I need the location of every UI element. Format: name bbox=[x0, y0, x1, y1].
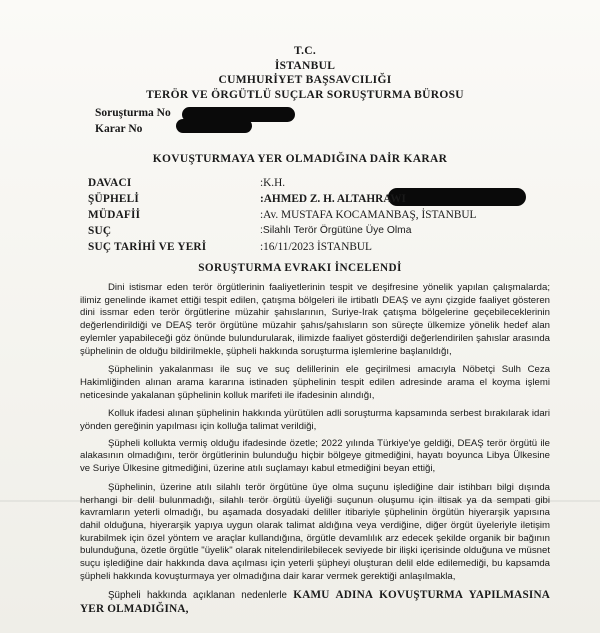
parties-table bbox=[88, 175, 476, 255]
party-value: :AHMED Z. H. ALTAHRAWI bbox=[260, 193, 406, 205]
party-value: :K.H. bbox=[260, 177, 286, 189]
body-paragraph: Şüpheli kollukta vermiş olduğu ifadesinde özetle; 2022 yılında Türkiye'ye geldiği, DEAŞ terör örgütü ile alakasının olmadığını, terör örgütlerinin bulunduğu hiçbir bölgeye gitmediğini, hayatı boyunca Libya Ülkesine ve Suriye Ülkesine gitmediğini, üzerine atılı suçlamayı kabul etmediğini beyan ettiği, bbox=[80, 437, 550, 475]
party-value: :Silahlı Terör Örgütüne Üye Olma bbox=[260, 225, 412, 236]
body-paragraph: Kolluk ifadesi alınan şüphelinin hakkında yürütülen adli soruşturma kapsamında serbest bırakılarak idari yönden gereğinin yapılması için kolluğa talimat verildiği, bbox=[80, 408, 550, 433]
party-value: :Av. MUSTAFA KOCAMANBAŞ, İSTANBUL bbox=[260, 209, 477, 221]
party-label: DAVACI bbox=[88, 177, 132, 189]
reference-numbers bbox=[95, 105, 171, 137]
redaction-mark bbox=[176, 119, 252, 133]
party-label: ŞÜPHELİ bbox=[88, 193, 139, 205]
header-line-tc: T.C. bbox=[293, 45, 317, 57]
conclusion-lead: Şüpheli hakkında açıklanan nedenlerle bbox=[108, 590, 294, 602]
party-row bbox=[88, 239, 476, 255]
decision-body bbox=[80, 282, 550, 623]
conclusion-emphasis: KAMU ADINA KOVUŞTURMA YAPILMASINA YER OLMADIĞINA, bbox=[80, 589, 550, 616]
party-row bbox=[88, 175, 476, 191]
body-paragraph: Şüphelinin, üzerine atılı silahlı terör örgütüne üye olma suçunu işlediğine dair istihbarı bilgi dışında herhangi bir delil bulunmadığı, silahlı terör örgütü üyeliği suçunun oluşumu için iltisak ya da sempati gibi kavramların yeterli olmadığı, bu aşamada dosyadaki deliller itibariyle şüphelinin örgütün hiyerarşik yapısına dahil olduğuna, hiyerarşik yapıya uygun olarak talimat aldığına veya verdiğine, diğer örgüt üyeleriyle iletişim kurabilmek için özel yöntem ve araçlar kullandığına, örgütle devamlılık arz edecek şekilde organik bir bağının bulunduğuna, özetle örgütle "üyelik" olarak nitelendirilebilecek seviyede bir ilişki içerisinde olduğuna ve müsnet suçu işlediğine dair hakkında dava açılması için yeterli şüpheyi oluşturan delil elde edilemediği, bu kapsamda şüpheli hakkında kovuşturmaya yer olmadığına dair karar vermek gerektiği anlaşılmakla, bbox=[80, 481, 550, 582]
party-label: MÜDAFİİ bbox=[88, 209, 141, 221]
party-label: SUÇ TARİHİ VE YERİ bbox=[88, 241, 207, 253]
document-header bbox=[0, 44, 600, 102]
party-row bbox=[88, 207, 476, 223]
party-label: SUÇ bbox=[88, 225, 112, 237]
conclusion-paragraph bbox=[80, 589, 550, 616]
decision-number-label: Karar No bbox=[95, 123, 143, 135]
party-row bbox=[88, 191, 476, 207]
section-subtitle: SORUŞTURMA EVRAKI İNCELENDİ bbox=[198, 262, 402, 274]
header-line-bureau: TERÖR VE ÖRGÜTLÜ SUÇLAR SORUŞTURMA BÜROSU bbox=[146, 88, 464, 101]
header-line-office: CUMHURİYET BAŞSAVCILIĞI bbox=[218, 74, 392, 86]
body-paragraph: Şüphelinin yakalanması ile suç ve suç delillerinin ele geçirilmesi amacıyla Nöbetçi Sulh Ceza Hakimliğinden alınan arama kararına istinaden şüphelinin tespit edilen adresinde arama el koyma işlemi neticesinde yakalanan şüphelinin kolluk marifeti ile ifadesinin alındığı, bbox=[80, 364, 550, 401]
body-paragraph: Dini istismar eden terör örgütlerinin faaliyetlerinin tespit ve deşifresine yönelik yapılan çalışmalarda; ilimiz genelinde ikamet ettiği tespit edilen, çatışma bölgeleri ile irtibatlı DEAŞ ve aynı çizgide faaliyet gösteren dini issmar eden terör örgütlerine müzahir şahıslarının, Suriye-Irak çatışma bölgelerine geçebileceklerinin değerlendirildiği ve DEAŞ terör örgütüne müzahir şahıs/şahısların son süreçte ülkemize yönelik hedef alan eylemler yapabileceği göz önünde bulundurularak, ilimizde faaliyet gösterdiği değerlendirilen şahıslar arasında şüphelinin de olduğu bildirilmekle, şüpheli hakkında soruşturma işlemlerine başlanıldığı, bbox=[80, 282, 550, 357]
party-row bbox=[88, 223, 476, 239]
decision-title: KOVUŞTURMAYA YER OLMADIĞINA DAİR KARAR bbox=[152, 153, 448, 165]
investigation-number-label: Soruşturma No bbox=[95, 107, 171, 119]
header-line-city: İSTANBUL bbox=[274, 59, 336, 72]
party-value: :16/11/2023 İSTANBUL bbox=[260, 241, 372, 253]
